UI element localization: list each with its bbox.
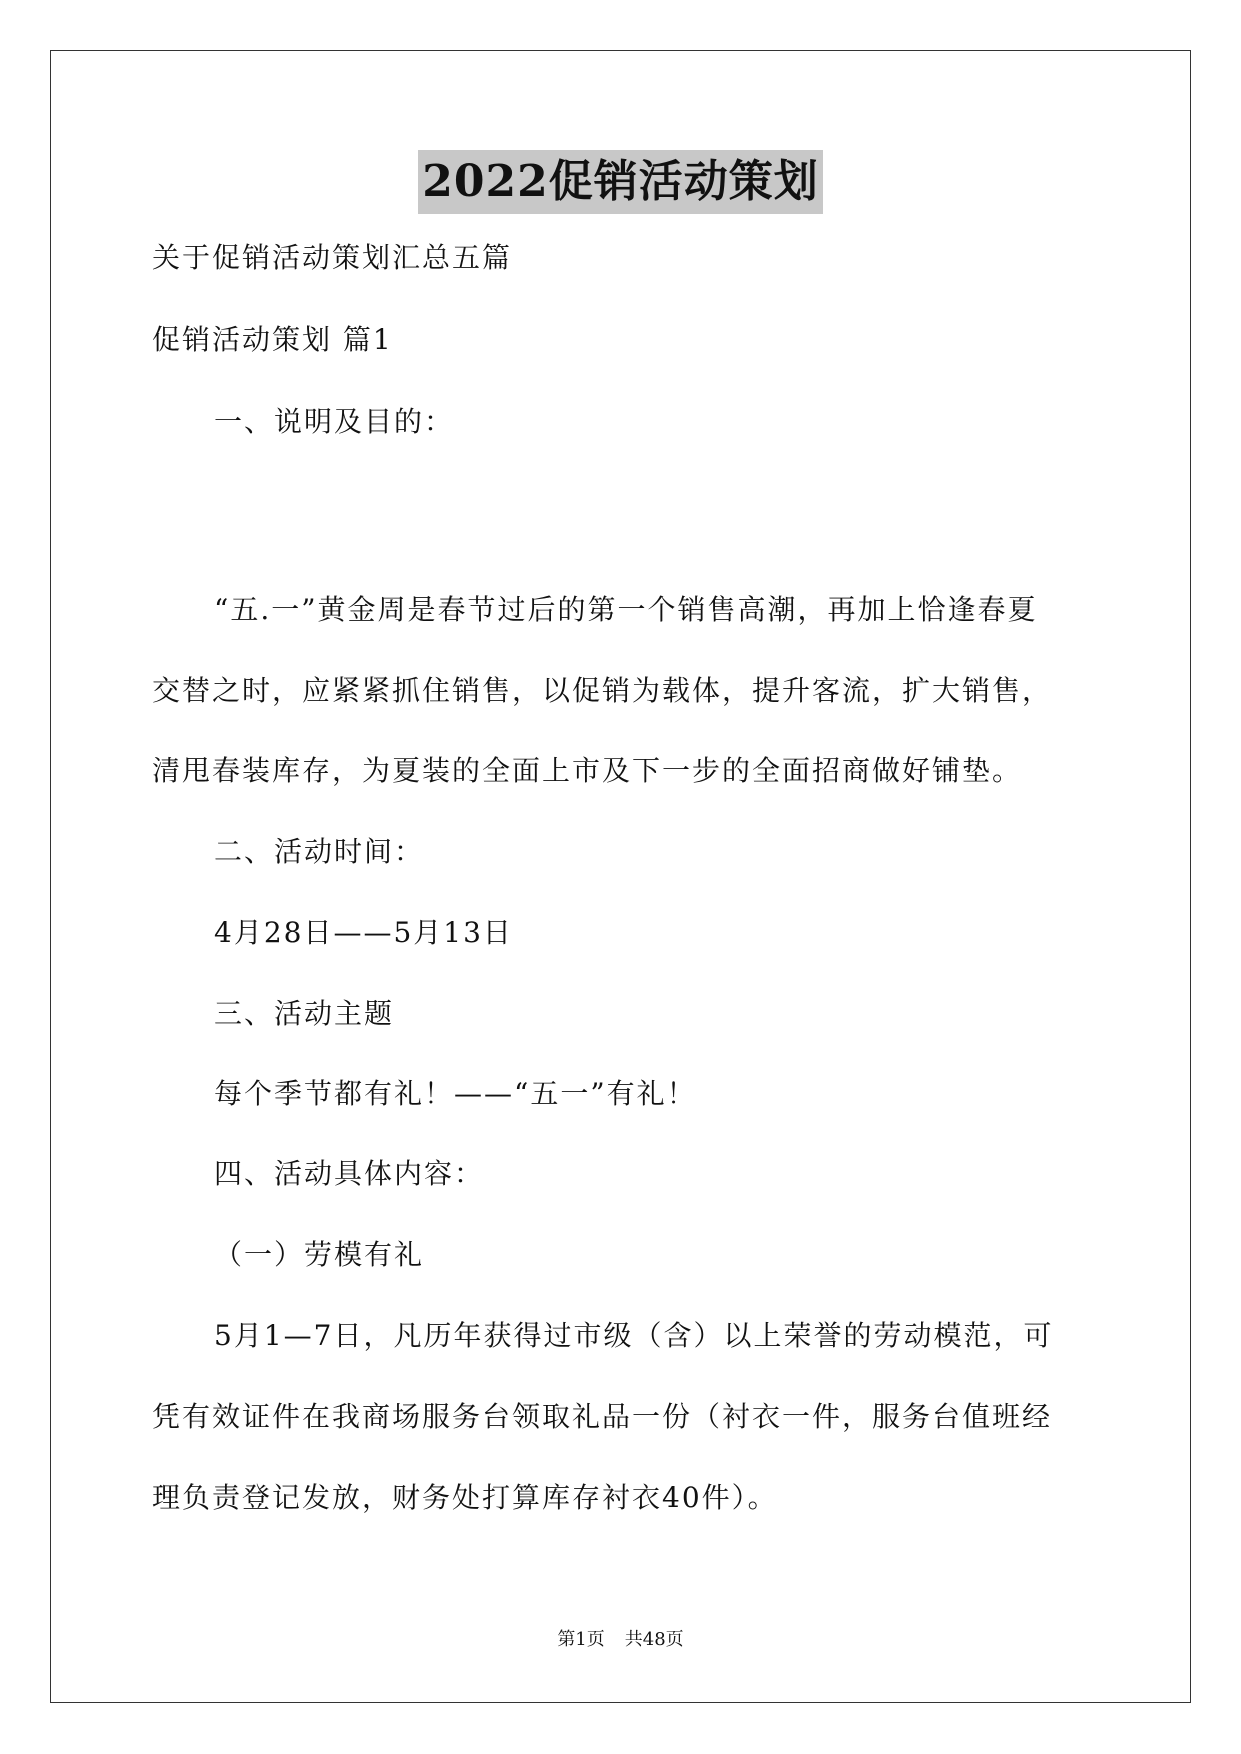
paragraph-line: 交替之时，应紧紧抓住销售，以促销为载体，提升客流，扩大销售， (152, 674, 1053, 707)
paragraph-line: 清甩春装库存，为夏装的全面上市及下一步的全面招商做好铺垫。 (152, 754, 1023, 787)
page-number: 第1页 (557, 1629, 605, 1650)
paragraph-line: 三、活动主题 (214, 997, 395, 1030)
paragraph-line: 二、活动时间： (214, 835, 425, 868)
document-title: 2022促销活动策划 (418, 150, 822, 214)
paragraph-line: 理负责登记发放，财务处打算库存衬衣40件）。 (152, 1481, 778, 1514)
paragraph-line: “五.一”黄金周是春节过后的第一个销售高潮，再加上恰逢春夏 (214, 593, 1038, 626)
paragraph-line: （一）劳模有礼 (214, 1238, 425, 1271)
page-border (50, 50, 1191, 1703)
paragraph-line: 凭有效证件在我商场服务台领取礼品一份（衬衣一件，服务台值班经 (152, 1400, 1053, 1433)
page-footer (0, 1628, 1241, 1652)
section-heading-line: 促销活动策划 篇1 (152, 323, 393, 356)
paragraph-line: 每个季节都有礼！——“五一”有礼！ (214, 1077, 697, 1110)
paragraph-line: 一、说明及目的： (214, 405, 455, 438)
page-total: 共48页 (624, 1629, 684, 1650)
paragraph-line: 四、活动具体内容： (214, 1157, 485, 1190)
title-container (0, 150, 1241, 214)
paragraph-line: 5月1—7日，凡历年获得过市级（含）以上荣誉的劳动模范，可 (214, 1319, 1054, 1352)
subtitle-line: 关于促销活动策划汇总五篇 (152, 241, 513, 274)
paragraph-line: 4月28日——5月13日 (214, 916, 513, 949)
